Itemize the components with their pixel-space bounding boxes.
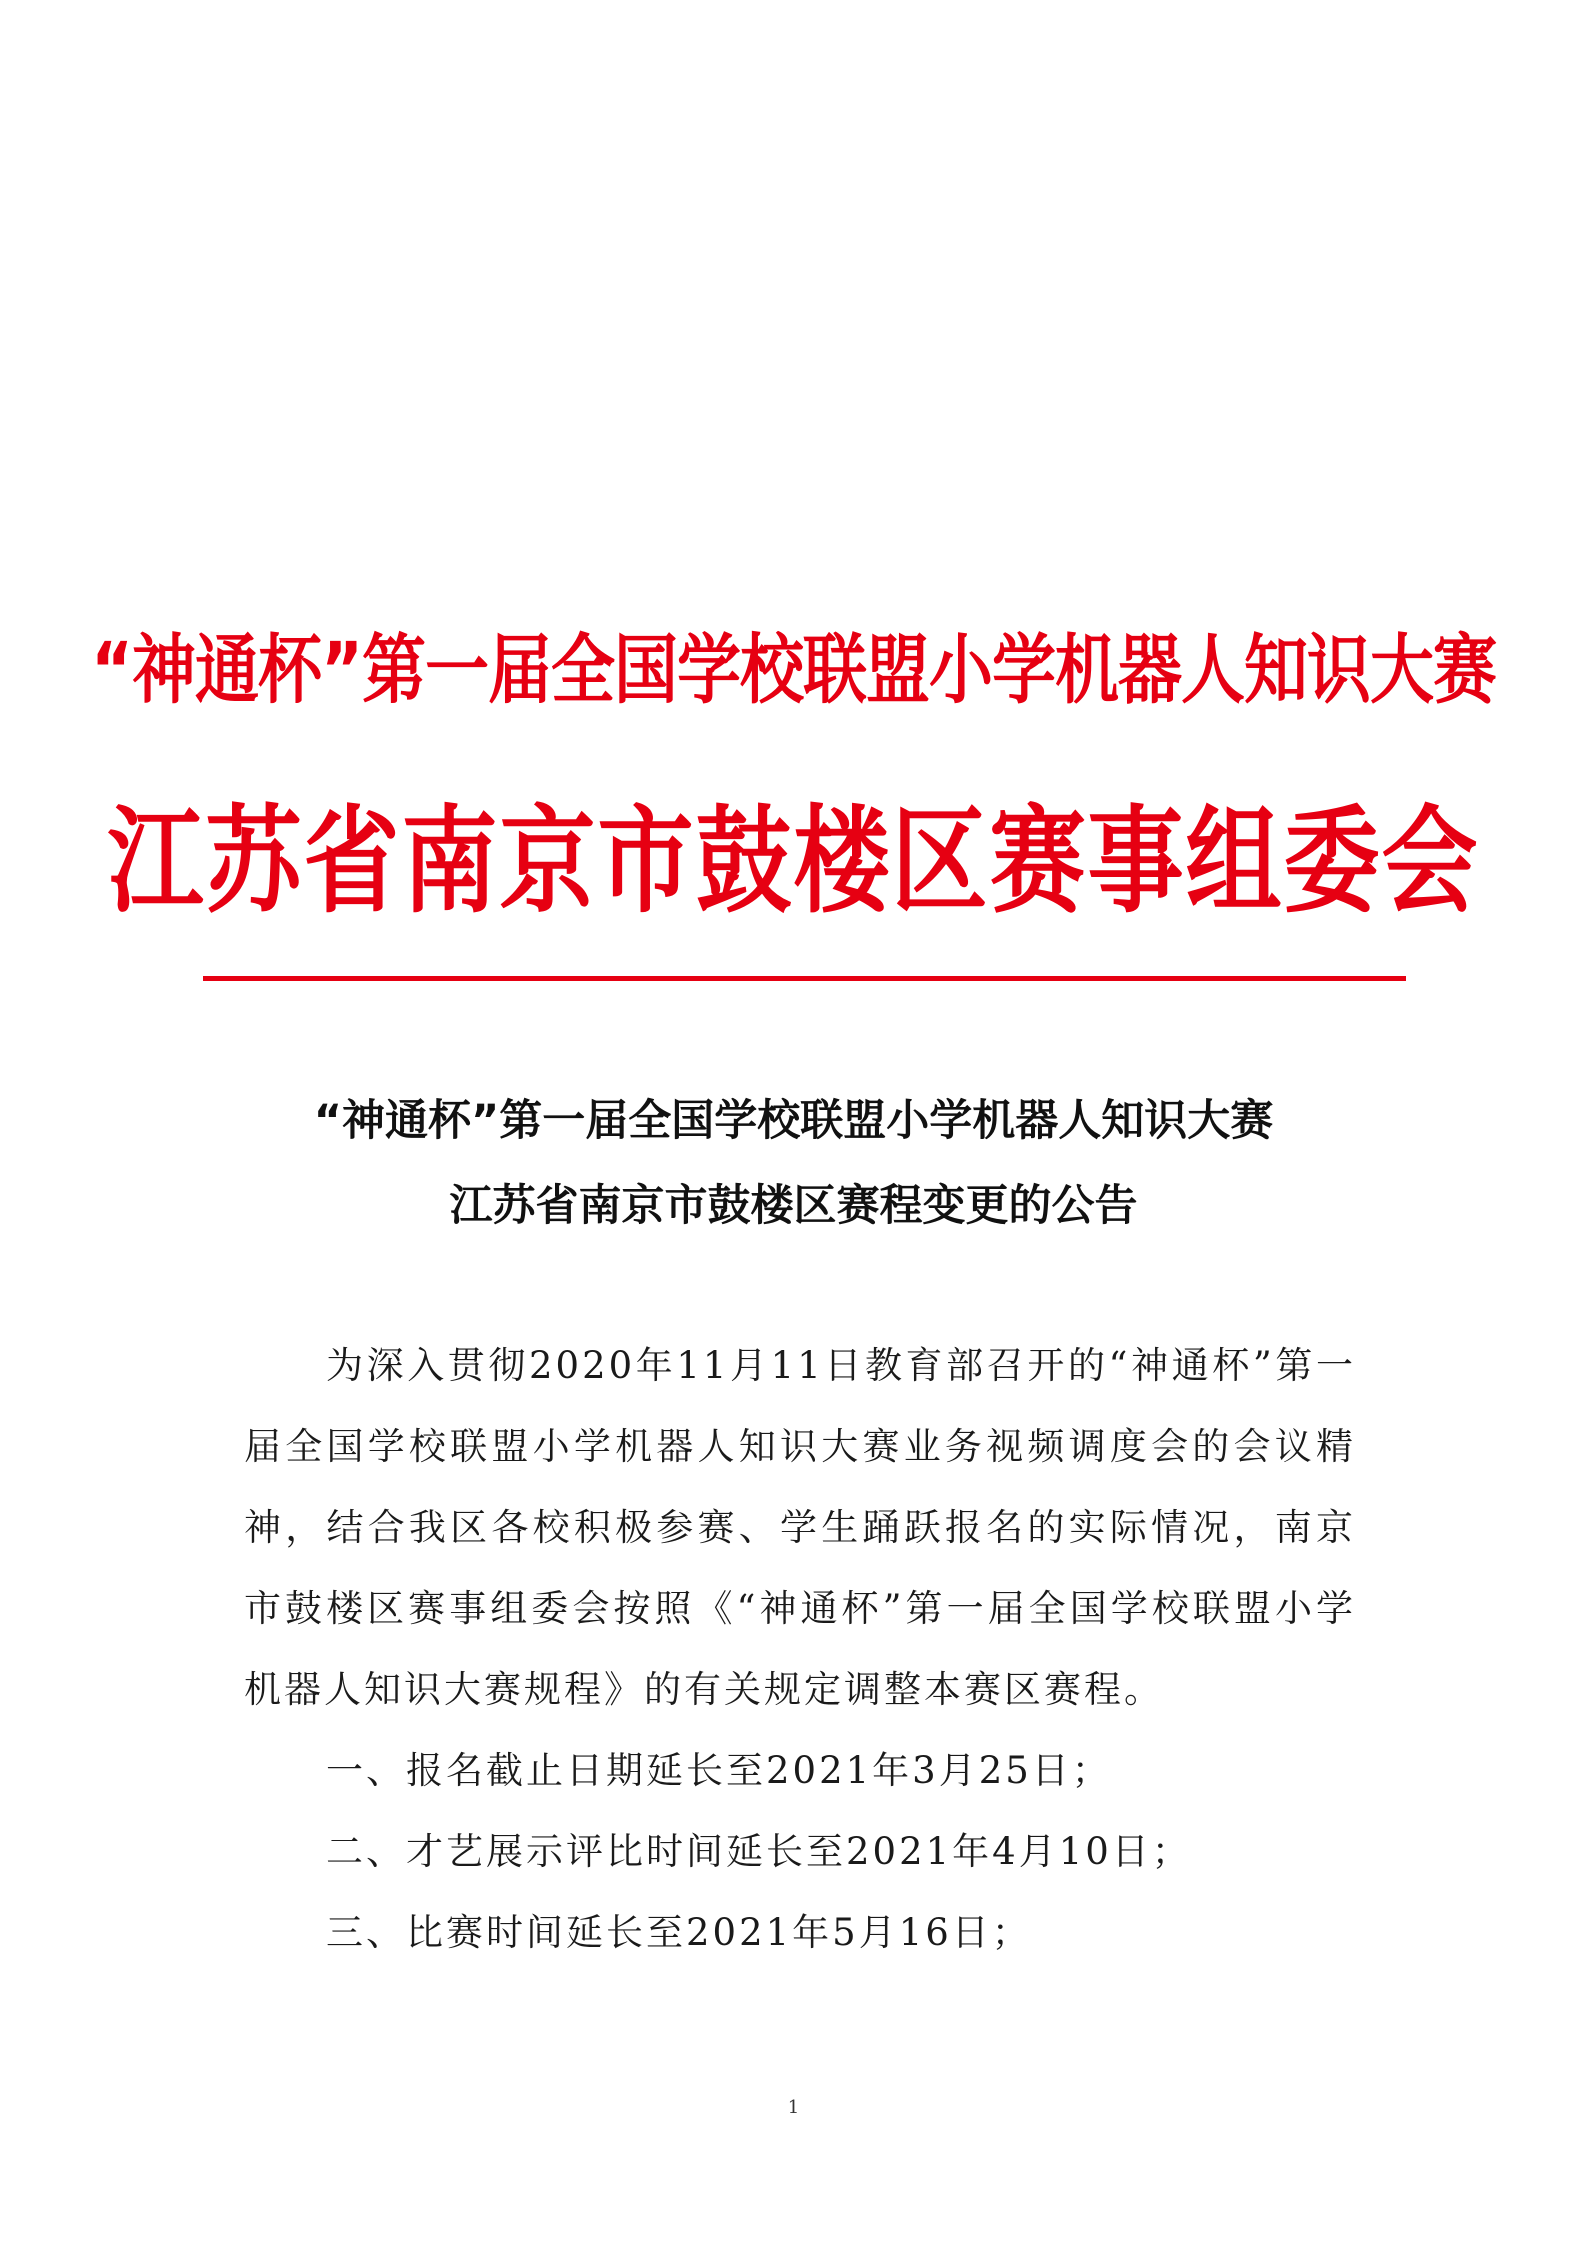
masthead-event-name: “神通杯”第一届全国学校联盟小学机器人知识大赛 — [90, 627, 1497, 716]
document-body — [244, 1325, 1356, 1973]
list-item: 三、比赛时间延长至2021年5月16日； — [326, 1911, 1032, 1954]
body-paragraph: 为深入贯彻2020年11月11日教育部召开的“神通杯”第一届全国学校联盟小学机器人知识大赛业务视频调度会的会议精神，结合我区各校积极参赛、学生踊跃报名的实际情况，南京市鼓楼区赛事组委会按照《“神通杯”第一届全国学校联盟小学机器人知识大赛规程》的有关规定调整本赛区赛程。 — [244, 1344, 1356, 1711]
list-item: 二、才艺展示评比时间延长至2021年4月10日； — [326, 1830, 1192, 1873]
list-item: 一、报名截止日期延长至2021年3月25日； — [326, 1749, 1112, 1792]
masthead-organizer: 江苏省南京市鼓楼区赛事组委会 — [107, 794, 1480, 929]
document-title-line1: “神通杯”第一届全国学校联盟小学机器人知识大赛 — [313, 1096, 1274, 1146]
red-divider-line — [203, 976, 1406, 981]
page-number: 1 — [787, 2097, 800, 2118]
document-title-line2: 江苏省南京市鼓楼区赛程变更的公告 — [449, 1181, 1138, 1231]
